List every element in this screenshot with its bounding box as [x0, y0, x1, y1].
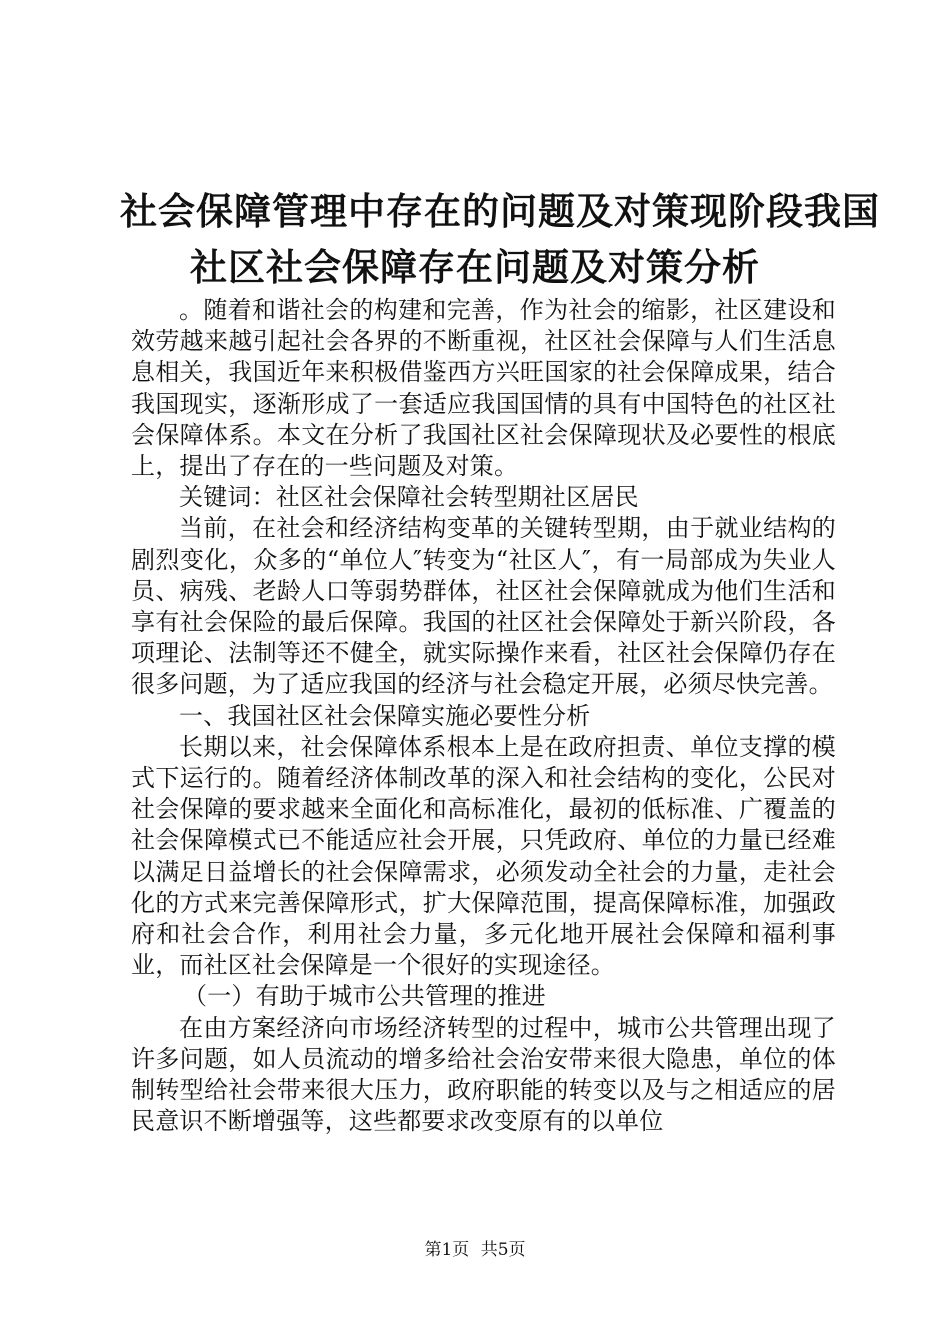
- document-title-line-1: 社会保障管理中存在的问题及对策现阶段我国: [120, 189, 880, 233]
- abstract-paragraph: 。随着和谐社会的构建和完善，作为社会的缩影，社区建设和效劳越来越引起社会各界的不断重视，社区社会保障与人们生活息息相关，我国近年来积极借鉴西方兴旺国家的社会保障成果，结合我国现实，逐渐形成了一套适应我国国情的具有中国特色的社区社会保障体系。本文在分析了我国社区社会保障现状及必要性的根底上，提出了存在的一些问题及对策。: [131, 296, 836, 481]
- section-heading-1: 一、我国社区社会保障实施必要性分析: [179, 701, 591, 730]
- keywords-line: 关键词：社区社会保障社会转型期社区居民: [179, 483, 639, 512]
- subsection-heading-1: （一）有助于城市公共管理的推进: [183, 982, 546, 1011]
- document-body: [131, 295, 836, 1137]
- section-1-paragraph: 长期以来，社会保障体系根本上是在政府担责、单位支撑的模式下运行的。随着经济体制改革的深入和社会结构的变化，公民对社会保障的要求越来全面化和高标准化，最初的低标准、广覆盖的社会保障模式已不能适应社会开展，只凭政府、单位的力量已经难以满足日益增长的社会保障需求，必须发动全社会的力量，走社会化的方式来完善保障形式，扩大保障范围，提高保障标准，加强政府和社会合作，利用社会力量，多元化地开展社会保障和福利事业，而社区社会保障是一个很好的实现途径。: [131, 732, 836, 980]
- page-number: 第1页: [424, 1240, 470, 1260]
- intro-paragraph: 当前，在社会和经济结构变革的关键转型期，由于就业结构的剧烈变化，众多的“单位人″转变为“社区人″，有一局部成为失业人员、病残、老龄人口等弱势群体，社区社会保障就成为他们生活和享有社会保险的最后保障。我国的社区社会保障处于新兴阶段，各项理论、法制等还不健全，就实际操作来看，社区社会保障仍存在很多问题，为了适应我国的经济与社会稳定开展，必须尽快完善。: [131, 514, 836, 699]
- page-total: 共5页: [480, 1240, 526, 1260]
- document-title-line-2: 社区社会保障存在问题及对策分析: [190, 245, 760, 289]
- page-footer: [0, 1240, 950, 1260]
- subsection-1-paragraph: 在由方案经济向市场经济转型的过程中，城市公共管理出现了许多问题，如人员流动的增多给社会治安带来很大隐患，单位的体制转型给社会带来很大压力，政府职能的转变以及与之相适应的居民意识不断增强等，这些都要求改变原有的以单位: [131, 1013, 836, 1136]
